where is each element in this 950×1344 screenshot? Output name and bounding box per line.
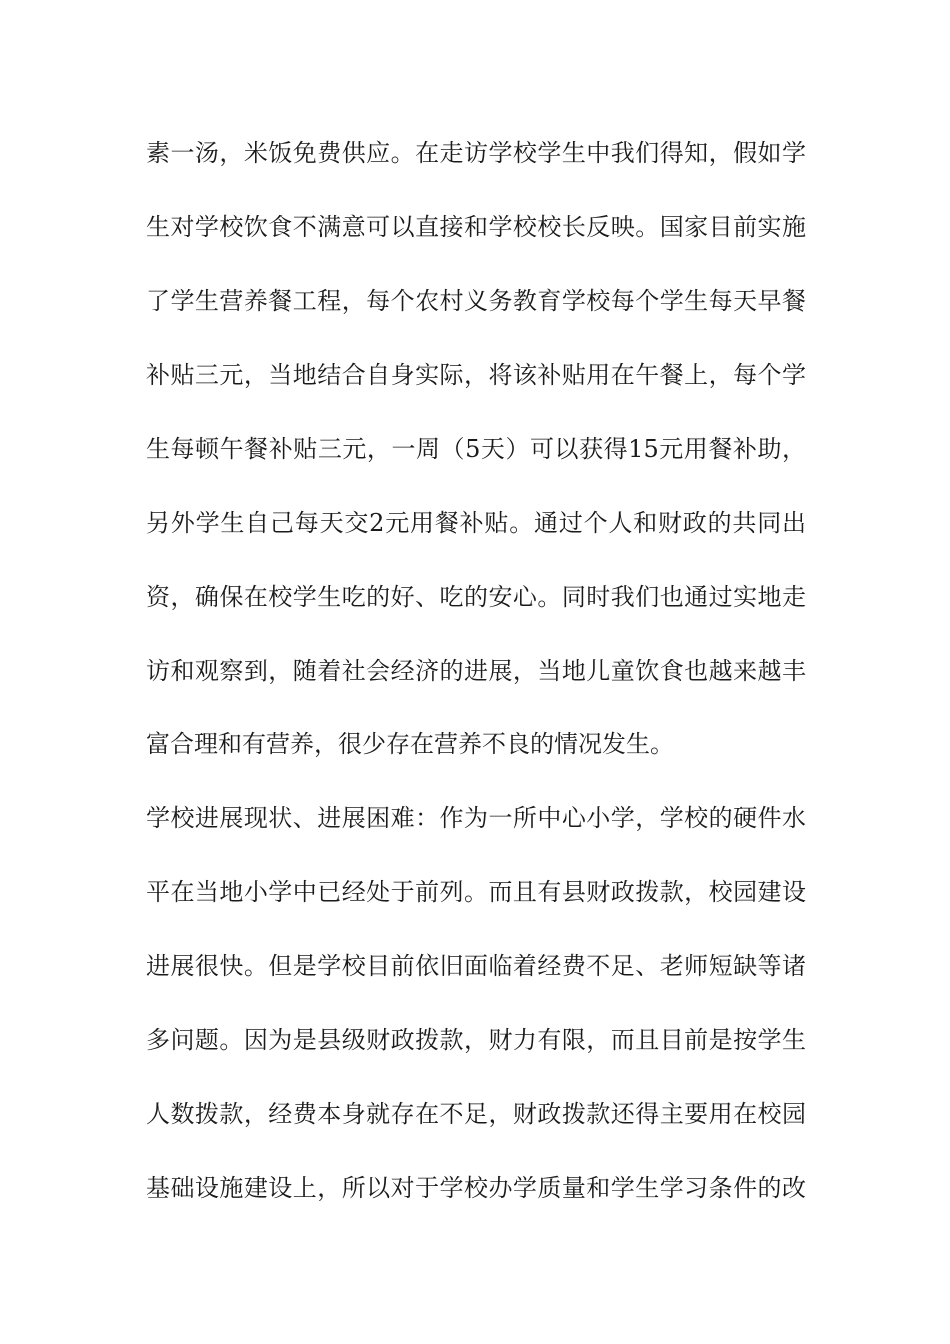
text-line: 资，确保在校学生吃的好、吃的安心。同时我们也通过实地走 xyxy=(146,583,806,611)
text-line: 基础设施建设上，所以对于学校办学质量和学生学习条件的改 xyxy=(146,1174,806,1202)
text-line: 进展很快。但是学校目前依旧面临着经费不足、老师短缺等诸 xyxy=(146,952,806,980)
text-line: 生对学校饮食不满意可以直接和学校校长反映。国家目前实施 xyxy=(146,213,806,241)
text-line-paragraph-end: 富合理和有营养，很少存在营养不良的情况发生。 xyxy=(146,730,674,758)
text-line: 生每顿午餐补贴三元，一周（5天）可以获得15元用餐补助， xyxy=(146,435,806,463)
text-line: 补贴三元，当地结合自身实际，将该补贴用在午餐上，每个学 xyxy=(146,361,806,389)
text-line: 多问题。因为是县级财政拨款，财力有限，而且目前是按学生 xyxy=(146,1026,806,1054)
text-line: 另外学生自己每天交2元用餐补贴。通过个人和财政的共同出 xyxy=(146,509,806,537)
text-line: 平在当地小学中已经处于前列。而且有县财政拨款，校园建设 xyxy=(146,878,806,906)
text-line: 人数拨款，经费本身就存在不足，财政拨款还得主要用在校园 xyxy=(146,1100,806,1128)
text-line: 素一汤，米饭免费供应。在走访学校学生中我们得知，假如学 xyxy=(146,139,806,167)
text-line: 访和观察到，随着社会经济的进展，当地儿童饮食也越来越丰 xyxy=(146,657,806,685)
text-line-paragraph-start: 学校进展现状、进展困难：作为一所中心小学，学校的硬件水 xyxy=(146,804,806,832)
text-line: 了学生营养餐工程，每个农村义务教育学校每个学生每天早餐 xyxy=(146,287,806,315)
